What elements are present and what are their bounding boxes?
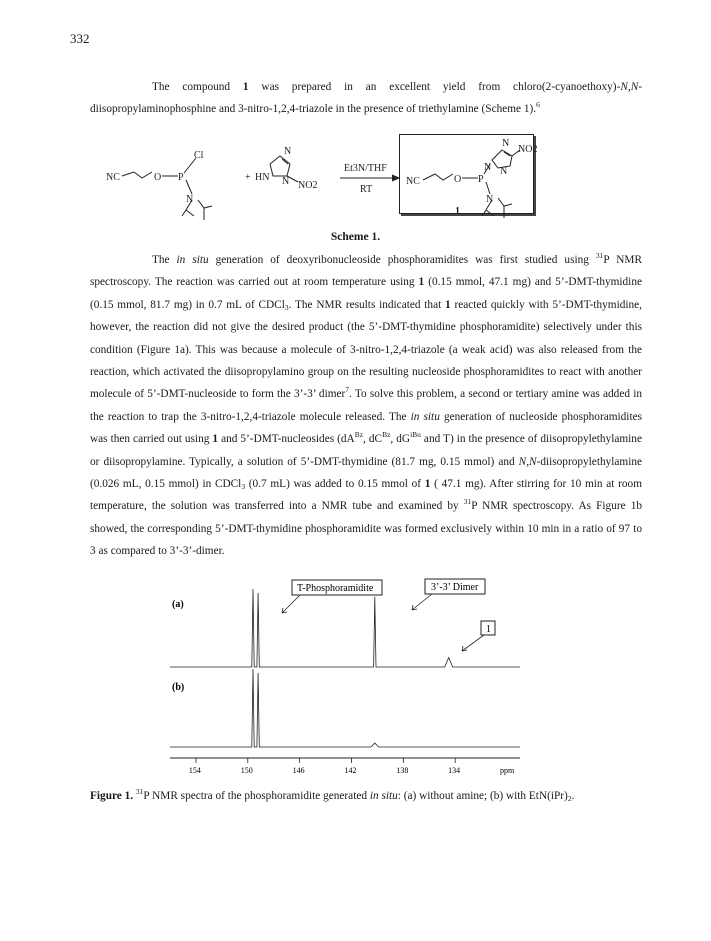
no2-label: NO2 [518,144,538,155]
annotation-compound-1: 1 [486,624,491,635]
cl-label: Cl [194,150,204,161]
annotation-dimer: 3’-3’ Dimer [431,582,479,593]
o-label: O [154,172,162,183]
main-paragraph: The in situ generation of deoxyribonucleoside phosphoramidites was first studied using $^{31}$P NMR spectroscopy. The reaction was carried out at room temperature using 1 (0.15 mmol, 47.1 mg) and 5’-DMT-thymidine (0.15 mmol, 81.7 mg) in 0.7 mL of CDCl$_3$. The NMR results indicated that 1 reacted quickly with 5’-DMT-thymidine, however, the reaction did not give the desired product (the 5’-DMT-thymidine phosphoramidite) selectively under this condition (Figure 1a). This was because a molecule of 3-nitro-1,2,4-triazole (a weak acid) was also released from the reaction, which activated the diisopropylamino group on the resulting nucleoside phosphoramidites to react with another molecule of 5’-DMT-nucleoside to form the 3’-3’ dimer$^7$. To solve this problem, a second or tertiary amine was added in the reaction to trap the 3-nitro-1,2,4-triazole molecule released. The in situ generation of nucleoside phosphoramidites was then carried out using 1 and 5’-DMT-nucleosides ($dA^{Bz}$, $dC^{Bz}$, $dG^{iBu}$ and T) in the presence of diisopropylethylamine or diisopropylamine. Typically, a solution of 5’-DMT-thymidine (81.7 mg, 0.15 mmol) and N,N-diisopropylethylamine (0.026 mL, 0.15 mmol) in CDCl$_3$ (0.7 mL) was added to 0.15 mmol of 1 ( 47.1 mg). After stirring for 10 min at room temperature, the solution was transferred into a NMR tube and examined by $^{31}$P NMR spectroscopy. As Figure 1b showed, the corresponding 5’-DMT-thymidine phosphoramidite was formed exclusively within 10 min in a ratio of 97 to 3 as compared to 3’-3’-dimer. [90,251,643,558]
intro-paragraph: The compound 1 was prepared in an excellent yield from chloro(2-cyanoethoxy)-N,N-diisopropylaminophosphine and 3-nitro-1,2,4-triazole in the presence of triethylamine (Scheme 1).$^6$ [90,81,643,116]
x-tick-label: 138 [396,766,409,775]
panel-label-a: (a) [172,599,184,610]
nmr-spectra-figure [150,575,550,780]
n-label: N [186,194,194,205]
x-tick-label: 146 [292,766,305,775]
scheme-1-drawing [100,118,550,228]
nc-label: NC [106,172,120,183]
reagent-bottom: RT [360,184,373,195]
figure-caption: Figure 1. $^{31}$P NMR spectra of the phosphoramidite generated in situ: (a) without amine; (b) with $EtN(iPr)_2$. [90,787,575,803]
x-tick-label: 154 [188,766,201,775]
panel-label-b: (b) [172,682,185,693]
x-tick-label: 134 [448,766,461,775]
n-label: N [502,138,510,149]
hn-label: HN [255,172,270,183]
x-tick-label: 142 [344,766,357,775]
x-axis-unit: ppm [500,766,515,775]
nc-label: NC [406,176,420,187]
reagent-top: Et3N/THF [344,163,387,174]
n-label: N [486,194,494,205]
n-label: N [282,176,290,187]
scheme-caption: Scheme 1. [330,231,381,243]
product-number: 1 [455,206,460,217]
spectrum-a-line [170,589,520,667]
n-label: N [500,166,508,177]
annotation-t-phosphoramidite: T-Phosphoramidite [297,583,374,594]
plus-sign: + [245,172,251,183]
n-label: N [284,146,292,157]
p-label: P [478,174,484,185]
spectrum-b-line [170,669,520,747]
page-number: 332 [70,31,90,46]
x-tick-label: 150 [240,766,253,775]
p-label: P [178,172,184,183]
o-label: O [454,174,462,185]
n-label: N [484,162,492,173]
no2-label: NO2 [298,180,318,191]
